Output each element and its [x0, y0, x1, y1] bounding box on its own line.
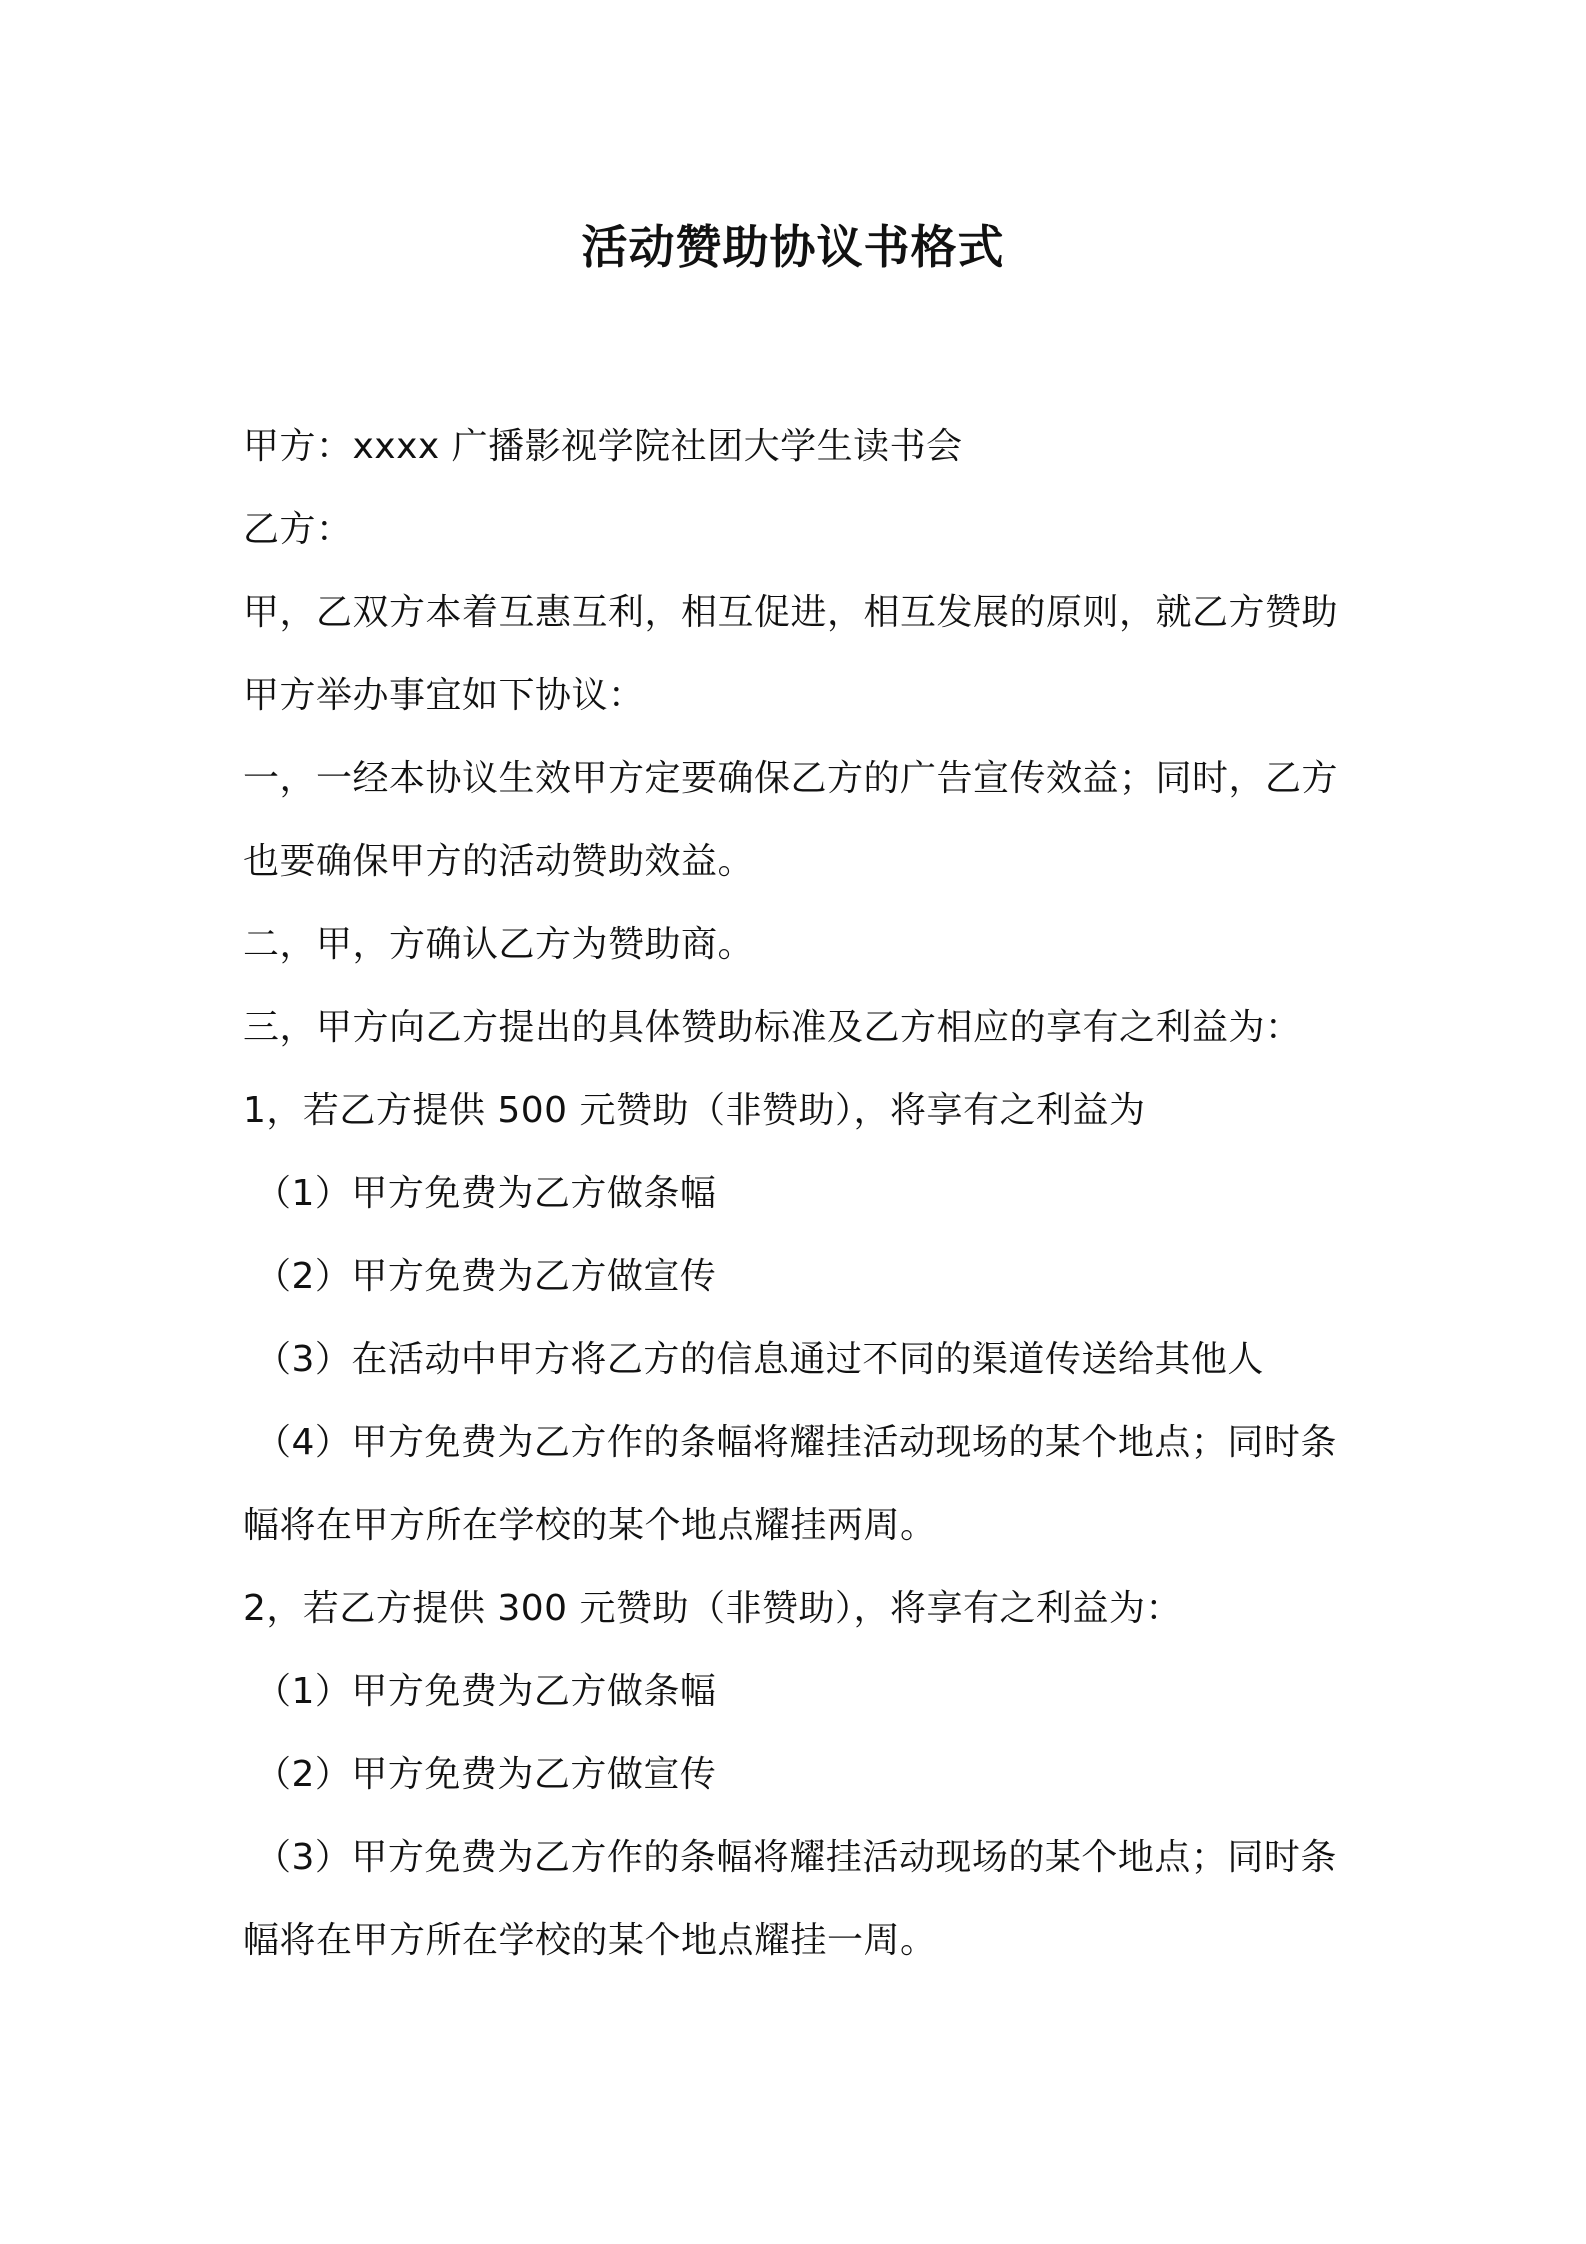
tier-500-item-1: （1）甲方免费为乙方做条幅: [255, 1173, 717, 1214]
preamble-line-1: 甲，乙双方本着互惠互利，相互促进，相互发展的原则，就乙方赞助: [243, 592, 1339, 633]
tier-500-item-4: （4）甲方免费为乙方作的条幅将耀挂活动现场的某个地点；同时条: [255, 1422, 1337, 1463]
clause-1-line-1: 一，一经本协议生效甲方定要确保乙方的广告宣传效益；同时，乙方: [243, 758, 1339, 799]
preamble-line-2: 甲方举办事宜如下协议：: [243, 675, 645, 716]
tier-500-item-4-continued: 幅将在甲方所在学校的某个地点耀挂两周。: [243, 1505, 937, 1546]
document-body: [243, 405, 1353, 1982]
clause-2-line: 二，甲，方确认乙方为赞助商。: [243, 924, 755, 965]
party-b-line: 乙方：: [243, 509, 353, 550]
tier-300-item-3: （3）甲方免费为乙方作的条幅将耀挂活动现场的某个地点；同时条: [255, 1837, 1337, 1878]
document-title: 活动赞助协议书格式: [581, 220, 1005, 274]
clause-1-line-2: 也要确保甲方的活动赞助效益。: [243, 841, 755, 882]
tier-300-heading: 2，若乙方提供 300 元赞助（非赞助），将享有之利益为：: [243, 1588, 1183, 1629]
party-a-line: 甲方：xxxx 广播影视学院社团大学生读书会: [243, 426, 963, 467]
tier-300-item-3-continued: 幅将在甲方所在学校的某个地点耀挂一周。: [243, 1920, 937, 1961]
clause-3-line: 三，甲方向乙方提出的具体赞助标准及乙方相应的享有之利益为：: [243, 1007, 1302, 1048]
tier-500-heading: 1，若乙方提供 500 元赞助（非赞助），将享有之利益为: [243, 1090, 1146, 1131]
tier-300-item-1: （1）甲方免费为乙方做条幅: [255, 1671, 717, 1712]
tier-500-item-3: （3）在活动中甲方将乙方的信息通过不同的渠道传送给其他人: [255, 1339, 1264, 1380]
tier-500-item-2: （2）甲方免费为乙方做宣传: [255, 1256, 717, 1297]
tier-300-item-2: （2）甲方免费为乙方做宣传: [255, 1754, 717, 1795]
